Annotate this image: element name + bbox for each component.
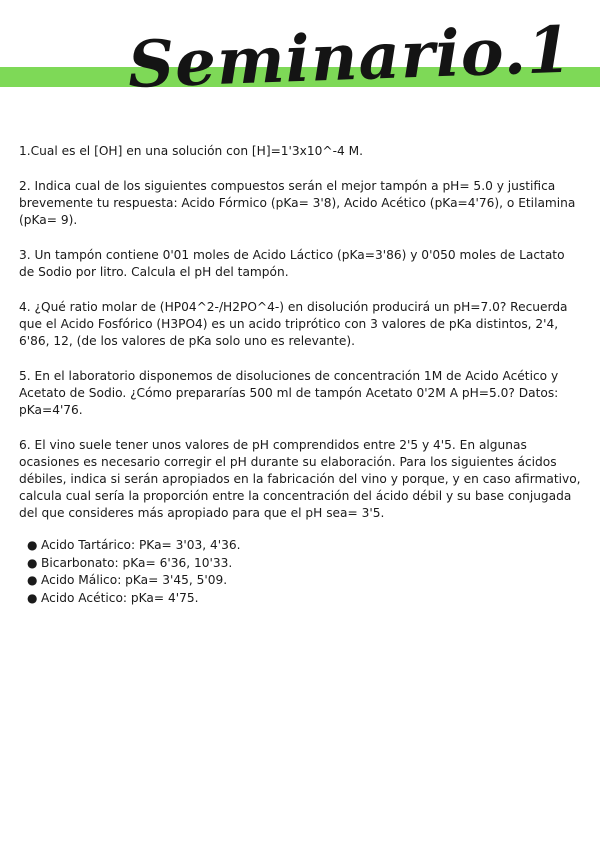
list-item [27, 555, 581, 573]
question-2: 2. Indica cual de los siguientes compuestos serán el mejor tampón a pH= 5.0 y justifica brevemente tu respuesta: Acido Fórmico (pKa= 3'8), Acido Acético (pKa=4'76), o Etilamina (pKa= 9). [19, 179, 576, 227]
question-3: 3. Un tampón contiene 0'01 moles de Acido Láctico (pKa=3'86) y 0'050 moles de Lactato de Sodio por litro. Calcula el pH del tampón. [19, 248, 565, 279]
list-item [27, 537, 581, 555]
bullet-icon: ● [27, 555, 38, 570]
list-item [27, 590, 581, 608]
acid-list [19, 537, 581, 607]
question-4: 4. ¿Qué ratio molar de (HP04^2-/H2PO^4-) en disolución producirá un pH=7.0? Recuerda que el Acido Fosfórico (H3PO4) es un acido triprótico con 3 valores de pKa distintos, 2'4, 6'86, 12, (de los valores de pKa solo uno es relevante). [19, 300, 568, 348]
list-item-text: Acido Málico: pKa= 3'45, 5'09. [41, 573, 228, 587]
bullet-icon: ● [27, 573, 38, 587]
bullet-icon: ● [27, 590, 38, 605]
bullet-icon: ● [27, 538, 38, 552]
question-6: 6. El vino suele tener unos valores de pH comprendidos entre 2'5 y 4'5. En algunas ocasiones es necesario corregir el pH durante su elaboración. Para los siguientes ácidos débiles, indica si serán apropiados en la fabricación del vino y porque, y en caso afirmativo, calcula cual sería la proporción entre la concentración del ácido débil y su base conjugada del que consideres más apropiado para que el pH sea= 3'5. [19, 438, 581, 520]
document-body [19, 143, 581, 607]
question-5: 5. En el laboratorio disponemos de disoluciones de concentración 1M de Acido Acético y Acetato de Sodio. ¿Cómo prepararías 500 ml de tampón Acetato 0'2M A pH=5.0? Datos: pKa=4'76. [19, 369, 559, 417]
list-item-text: Acido Tartárico: PKa= 3'03, 4'36. [41, 538, 241, 552]
list-item-text: Bicarbonato: pKa= 6'36, 10'33. [41, 555, 233, 570]
list-item-text: Acido Acético: pKa= 4'75. [41, 590, 199, 605]
question-1: 1.Cual es el [OH] en una solución con [H]=1'3x10^-4 M. [19, 144, 364, 158]
list-item [27, 572, 581, 590]
page-title: Seminario.1 [126, 12, 574, 103]
